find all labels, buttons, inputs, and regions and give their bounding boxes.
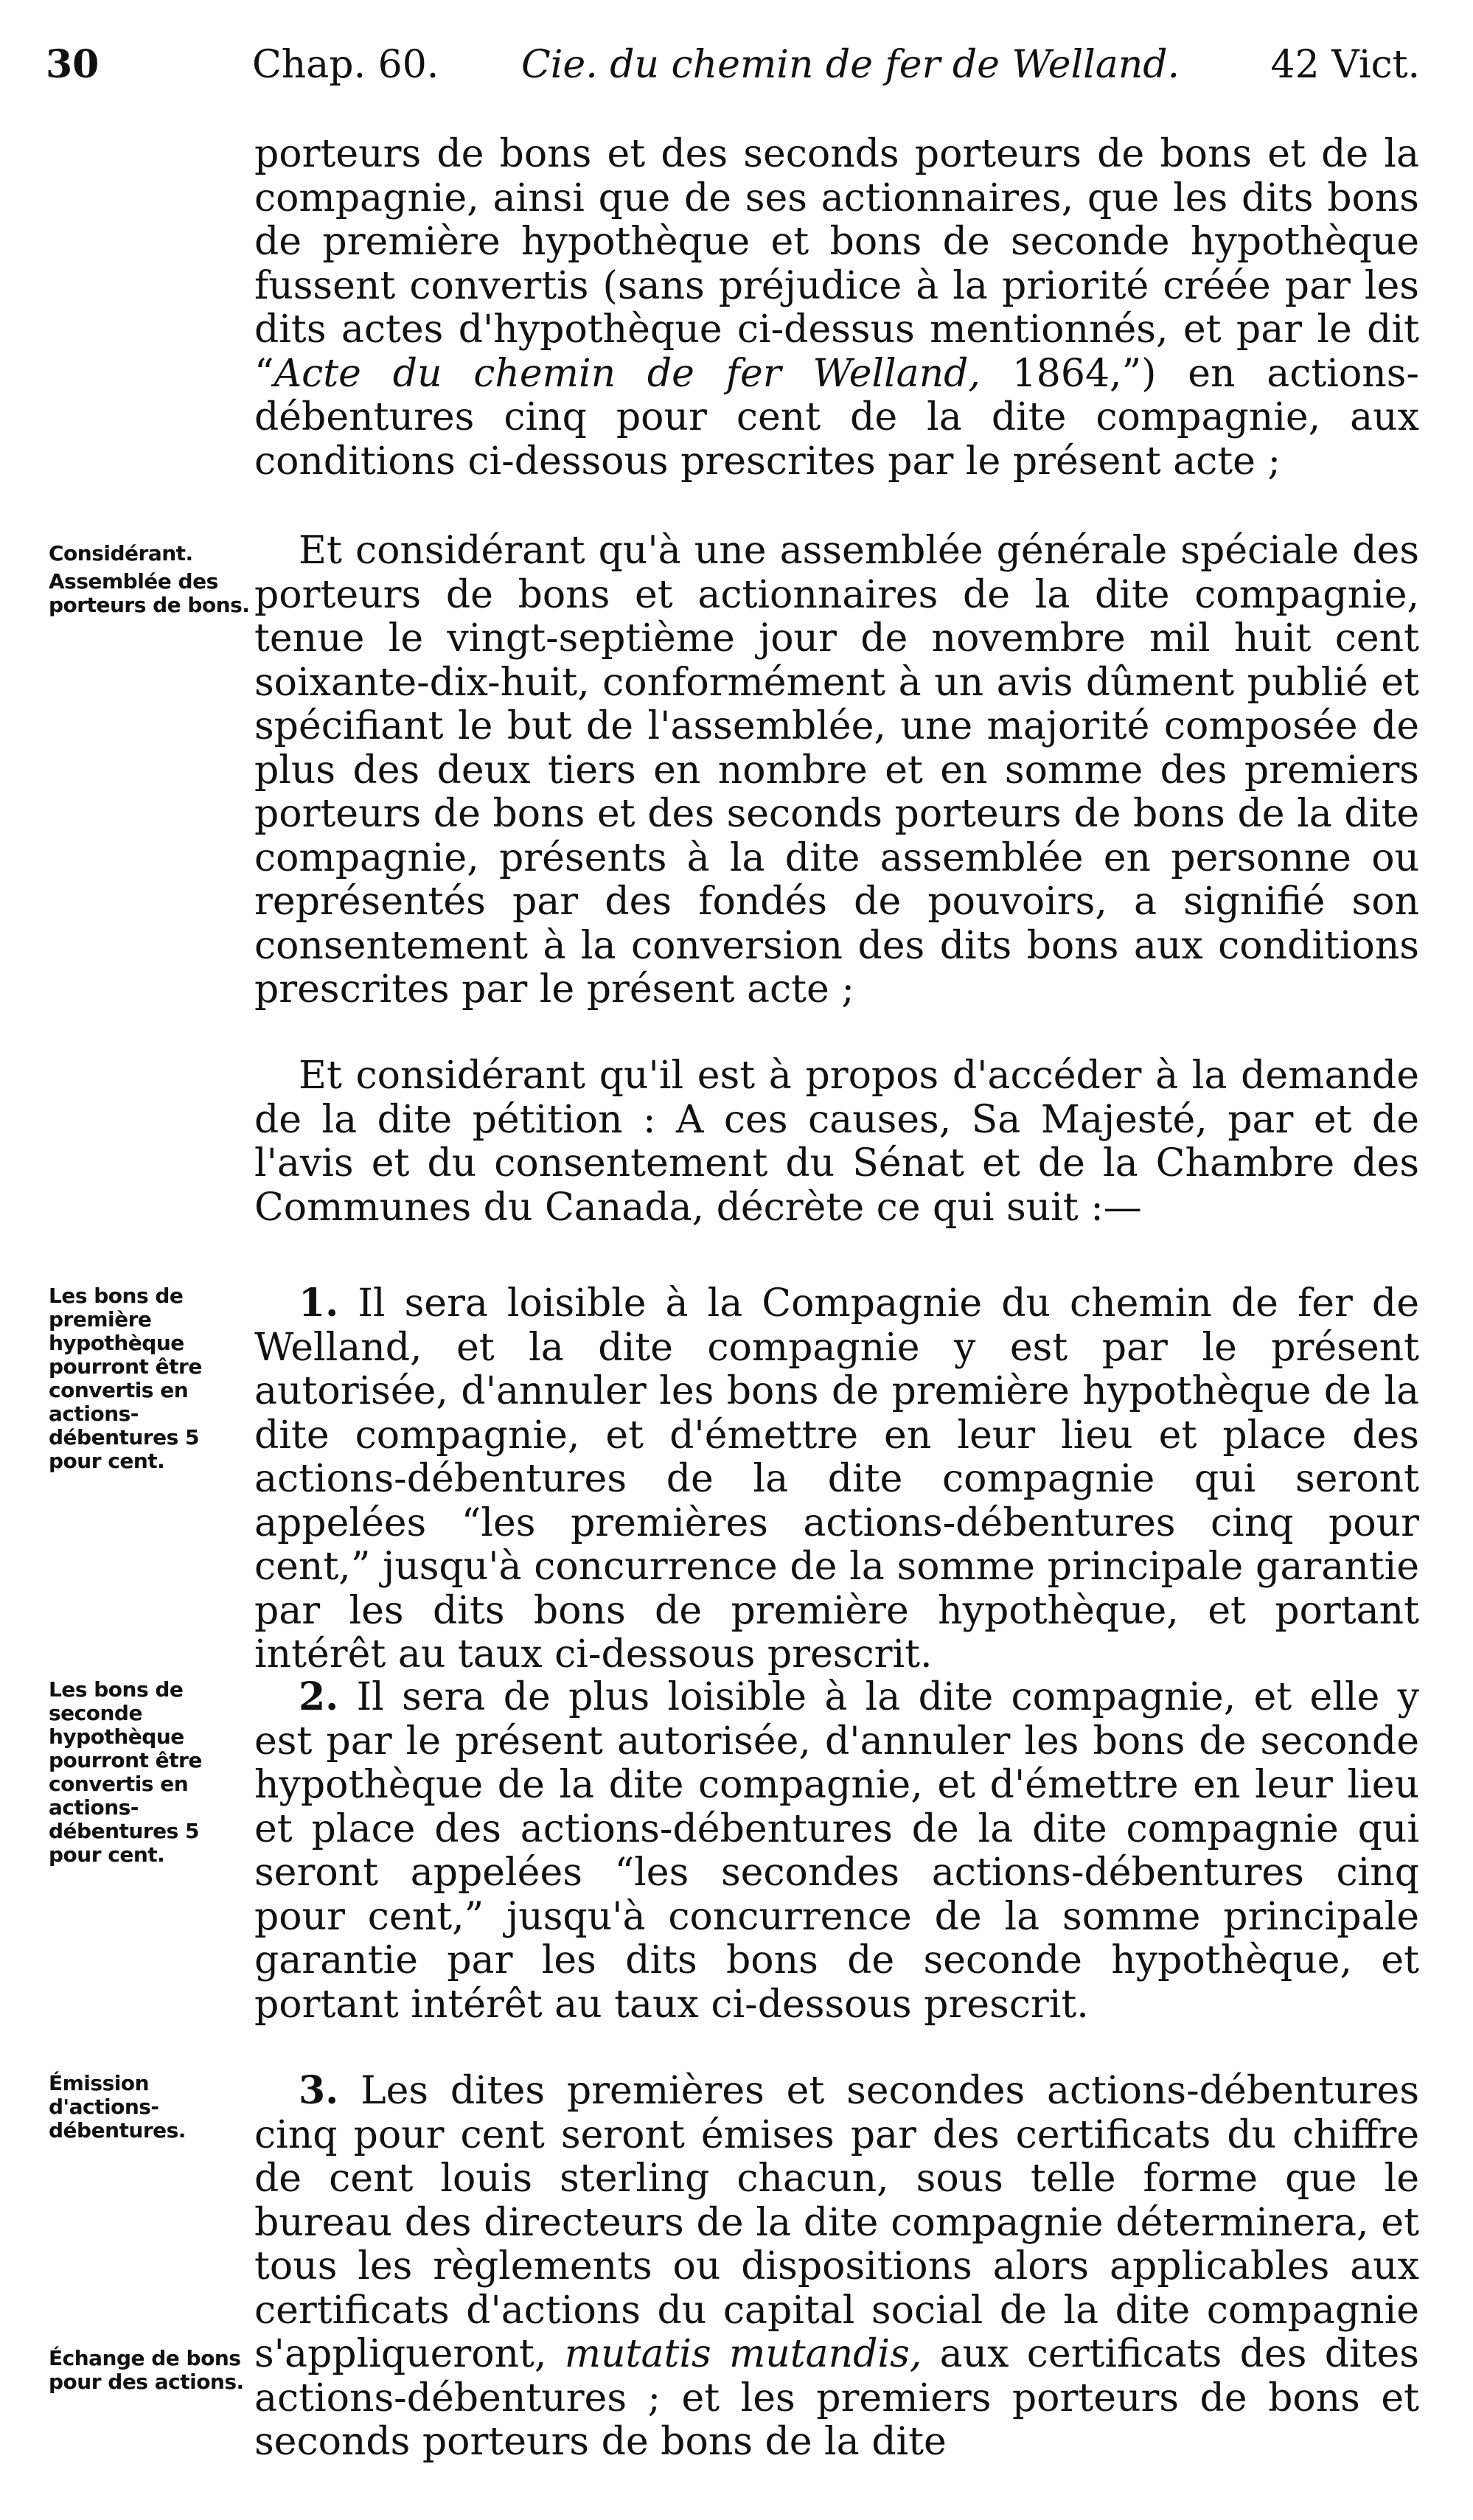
section-paragraph: 3. Les dites premières et secondes actions-débentures cinq pour cent seront émises par des certificats du chiffre de cent louis sterling chacun, sous telle forme que le bureau des directeurs de la dite compagnie déterminera, et tous les règlements ou dispositions alors applicables aux certificats d'actions du capital social de la dite compagnie s'appliqueront, mutatis mutandis, aux certificats des dites actions-débentures ; et les premiers porteurs de bons et seconds porteurs de bons de la dite: [254, 2068, 1419, 2464]
page-number: 30: [46, 42, 100, 87]
margin-note-assemblee: Assemblée des porteurs de bons.: [49, 569, 250, 617]
section-3: [254, 2069, 1419, 2465]
chapter-label: Chap. 60.: [252, 43, 439, 87]
section-1: [254, 1281, 1419, 1677]
margin-note-considerant: Considérant.: [49, 541, 193, 565]
page-header: [46, 35, 1432, 94]
section-number: 3.: [299, 2068, 339, 2113]
margin-note-exchange: Échange de bons pour des actions.: [49, 2346, 244, 2394]
latin-phrase: mutatis mutandis,: [564, 2332, 922, 2376]
section-paragraph: 1. Il sera loisible à la Compagnie du chemin de fer de Welland, et la dite compagnie y est par le présent autorisée, d'annuler les bons de première hypothèque de la dite compagnie, et d'émettre en leur lieu et place des actions-débentures de la dite compagnie qui seront appelées “les premières actions-débentures cinq pour cent,” jusqu'à concurrence de la somme principale garantie par les dits bons de première hypothèque, et portant intérêt au taux ci-dessous prescrit.: [254, 1281, 1419, 1677]
section-number: 1.: [299, 1281, 339, 1326]
paragraph: porteurs de bons et des seconds porteurs de bons et de la compagnie, ainsi que de ses actionnaires, que les dits bons de première hypothèque et bons de seconde hypothèque fussent convertis (sans préjudice à la priorité créée par les dits actes d'hypothèque ci-dessus mentionnés, et par le dit “Acte du chemin de fer Welland, 1864,”) en actions-débentures cinq pour cent de la dite compagnie, aux conditions ci-dessous prescrites par le présent acte ;: [254, 132, 1419, 484]
margin-note-second-bonds: Les bons de seconde hypothèque pourront être convertis en actions-débentures 5 pour cent.: [49, 1677, 202, 1867]
paragraph: Et considérant qu'il est à propos d'accéder à la demande de la dite pétition : A ces causes, Sa Majesté, par et de l'avis et du consentement du Sénat et de la Chambre des Communes du Canada, décrète ce qui suit :—: [254, 1054, 1419, 1230]
regnal-year: 42 Vict.: [1270, 43, 1420, 87]
act-title: Acte du chemin de fer Welland,: [274, 351, 981, 396]
whereas-meeting: [254, 529, 1419, 1012]
margin-note-emission: Émission d'actions-débentures.: [49, 2071, 186, 2143]
paragraph: Et considérant qu'à une assemblée générale spéciale des porteurs de bons et actionnaires de la dite compagnie, tenue le vingt-septième jour de novembre mil huit cent soixante-dix-huit, conformément à un avis dûment publié et spécifiant le but de l'assemblée, une majorité composée de plus des deux tiers en nombre et en somme des premiers porteurs de bons et des seconds porteurs de bons de la dite compagnie, présents à la dite assemblée en personne ou représentés par des fondés de pouvoirs, a signifié son consentement à la conversion des dits bons aux conditions prescrites par le présent acte ;: [254, 529, 1419, 1012]
section-2: [254, 1675, 1419, 2027]
margin-note-first-bonds: Les bons de première hypothèque pourront être convertis en actions-débentures 5 pour cent.: [49, 1284, 202, 1473]
section-number: 2.: [299, 1674, 339, 1719]
preamble-continuation: [254, 133, 1419, 484]
running-title: Cie. du chemin de fer de Welland.: [521, 43, 1180, 87]
whereas-petition: [254, 1054, 1419, 1230]
section-paragraph: 2. Il sera de plus loisible à la dite compagnie, et elle y est par le présent autorisée, d'annuler les bons de seconde hypothèque de la dite compagnie, et d'émettre en leur lieu et place des actions-débentures de la dite compagnie qui seront appelées “les secondes actions-débentures cinq pour cent,” jusqu'à concurrence de la somme principale garantie par les dits bons de seconde hypothèque, et portant intérêt au taux ci-dessous prescrit.: [254, 1674, 1419, 2027]
